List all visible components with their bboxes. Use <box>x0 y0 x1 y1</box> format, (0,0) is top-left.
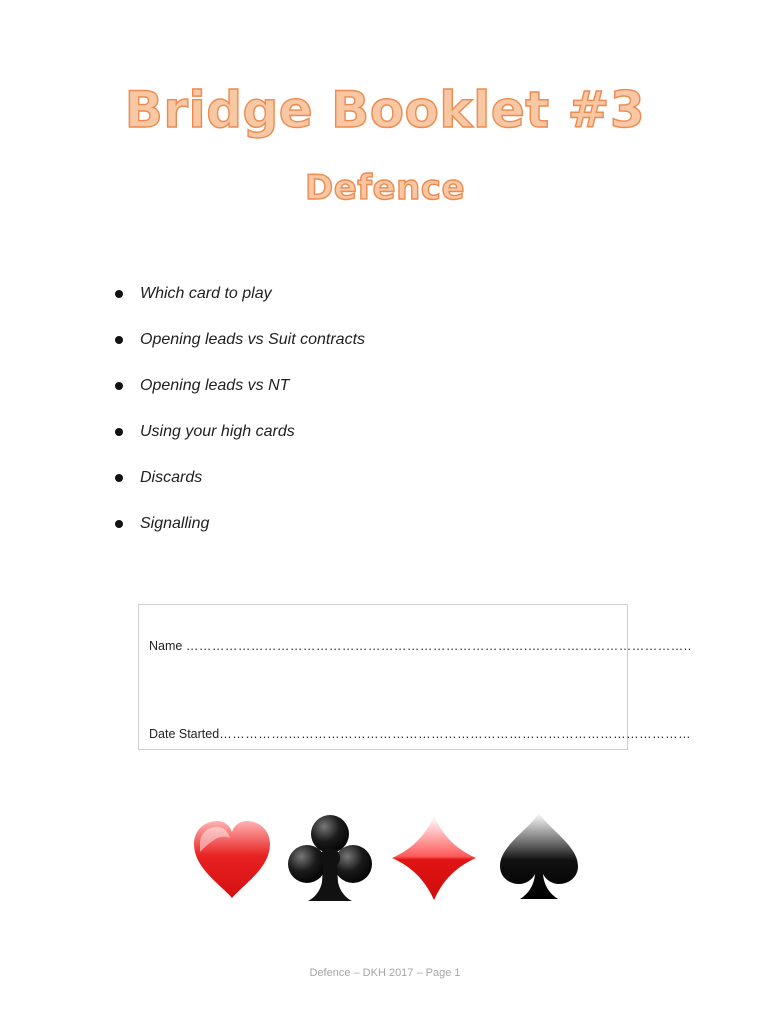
page-subtitle: Defence <box>304 168 466 208</box>
name-field[interactable] <box>149 639 692 653</box>
bullet-icon <box>115 336 123 344</box>
list-item <box>112 510 365 556</box>
bullet-icon <box>115 520 123 528</box>
topic-list <box>112 280 365 556</box>
date-started-field[interactable] <box>149 727 692 741</box>
heart-icon <box>190 818 274 902</box>
page-title: Bridge Booklet #3 <box>124 81 646 139</box>
list-item <box>112 280 365 326</box>
spade-icon <box>496 810 582 902</box>
bullet-icon <box>115 428 123 436</box>
student-details-box <box>138 604 692 750</box>
topic-label: Discards <box>140 469 203 486</box>
list-item <box>112 372 365 418</box>
topic-label: Opening leads vs Suit contracts <box>140 331 366 348</box>
date-fill-line: …………….………………………………………………………………………………… <box>219 727 692 741</box>
name-fill-line: …………………………………………………………………….……………………………….. <box>185 639 692 653</box>
list-item <box>112 464 365 510</box>
page-footer: Defence – DKH 2017 – Page 1 <box>309 967 461 979</box>
topic-label: Opening leads vs NT <box>140 377 290 394</box>
name-label: Name <box>149 639 183 653</box>
topic-label: Which card to play <box>140 285 272 302</box>
list-item <box>112 326 365 372</box>
topic-label: Using your high cards <box>140 423 295 440</box>
bullet-icon <box>115 290 123 298</box>
date-started-label: Date Started <box>149 727 220 741</box>
card-suits <box>190 810 590 905</box>
bullet-icon <box>115 382 123 390</box>
bullet-icon <box>115 474 123 482</box>
list-item <box>112 418 365 464</box>
diamond-icon <box>388 812 480 904</box>
topic-label: Signalling <box>140 515 210 532</box>
club-icon <box>284 812 376 904</box>
